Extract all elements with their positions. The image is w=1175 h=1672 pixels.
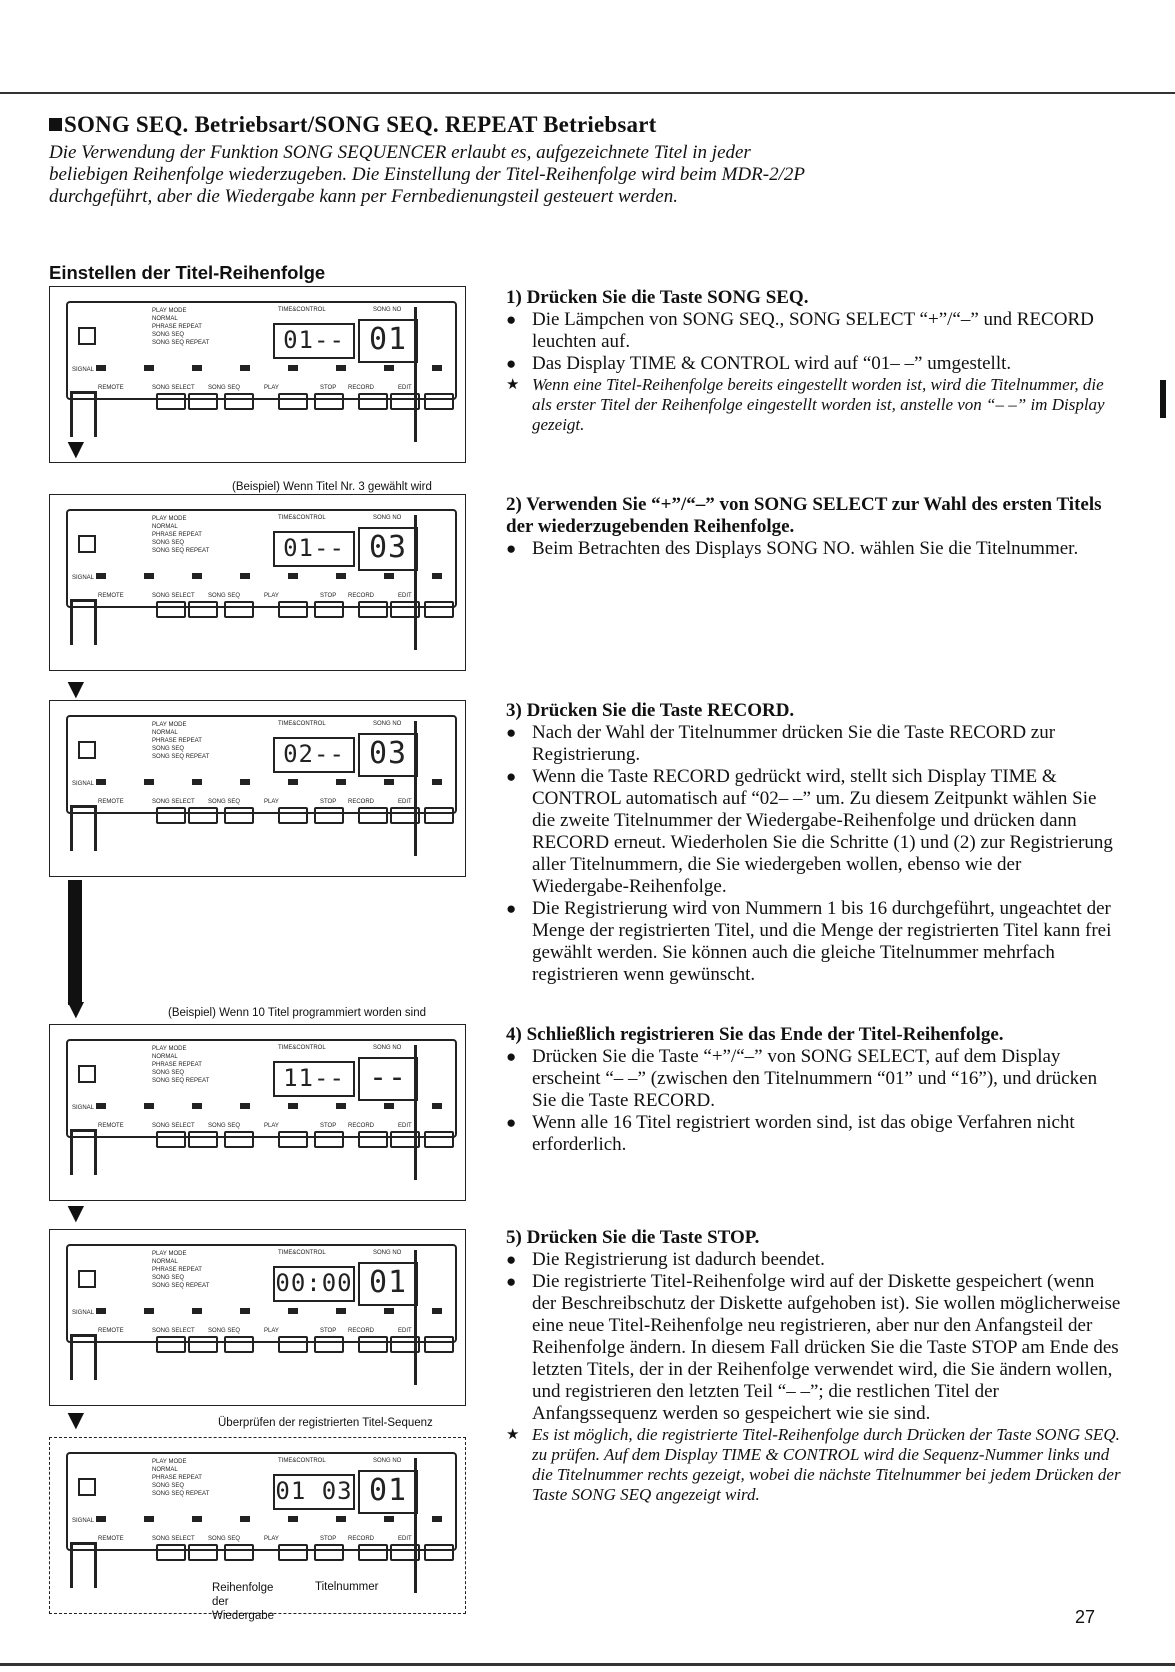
mode-normal: NORMAL [152,524,178,530]
mode-song-seq-repeat: SONG SEQ REPEAT [152,1078,210,1084]
time-control-label: TIME&CONTROL [278,721,326,727]
panel-bracket [94,1129,97,1175]
button-label-edit: EDIT [398,1328,412,1334]
song-no-display: -- [358,1057,418,1101]
button-label-edit: EDIT [398,1536,412,1542]
panel-button-icon [188,601,218,618]
play-mode-label: PLAY MODE [152,722,187,728]
mode-phrase-repeat: PHRASE REPEAT [152,1267,202,1273]
step-5-bullet-2: ● Die registrierte Titel-Reihenfolge wird auf der Diskette gespeichert (wenn der Beschreibschutz der Diskette aufgehoben ist). Sie wollen möglicherweise eine neue Titel-Reihenfolge neu registrieren, aber nur den Anfangsteil der Reihenfolge ändern. In diesem Fall drücken Sie die Taste STOP am Ende des letzten Titels, der in der Reihenfolge verwendet wird, die Sie ändern wollen, und registrieren den letzten Teil “– –”; die restlichen Titel der Anfangssequenz werden so gespeichert wie sie sind. [506,1271,1122,1425]
button-label-play: PLAY [264,593,279,599]
signal-label: SIGNAL [72,1310,95,1316]
mode-song-seq: SONG SEQ [152,1483,185,1489]
play-mode-label: PLAY MODE [152,516,187,522]
panel-button-icon [424,1544,454,1561]
time-control-display: 01-- [273,323,355,359]
button-label-song-select: SONG SELECT [152,1123,195,1129]
signal-indicator-icon [78,1065,96,1083]
remote-label: REMOTE [98,593,124,599]
song-no-label: SONG NO [373,1458,402,1464]
caption-title-number: Titelnummer [315,1581,379,1593]
panel-button-icon [314,1544,344,1561]
panel-bracket [70,1542,73,1588]
caption-check-sequence: Überprüfen der registrierten Titel-Sequenz [218,1417,433,1429]
mode-phrase-repeat: PHRASE REPEAT [152,324,202,330]
panel-button-icon [188,1131,218,1148]
mode-song-seq-repeat: SONG SEQ REPEAT [152,1283,210,1289]
play-mode-list [152,721,209,761]
step-4-bullet-1: ● Drücken Sie die Taste “+”/“–” von SONG SELECT, auf dem Display erscheint “– –” (zwischen den Titelnummern “01” und “16”), und drücken Sie die Taste RECORD. [506,1046,1122,1112]
song-no-label: SONG NO [373,307,402,313]
panel-bracket [94,1542,97,1588]
panel-button-icon [278,393,308,410]
caption-example-1: (Beispiel) Wenn Titel Nr. 3 gewählt wird [232,481,432,493]
panel-bracket [94,599,97,645]
time-control-display: 00:00 [273,1266,355,1302]
control-panel-illustration [49,1024,466,1201]
panel-button-icon [224,393,254,410]
panel-bracket [70,391,96,394]
time-control-display: 01-- [273,531,355,567]
mode-normal: NORMAL [152,1259,178,1265]
signal-label: SIGNAL [72,367,95,373]
control-panel-illustration [49,700,466,877]
song-no-display: 01 [358,1262,418,1306]
caption-example-2: (Beispiel) Wenn 10 Titel programmiert worden sind [168,1007,427,1019]
panel-button-icon [156,1131,186,1148]
panel-frame [66,715,457,814]
panel-frame [66,1452,457,1551]
down-arrow-icon: ▼ [62,994,90,1025]
remote-label: REMOTE [98,1328,124,1334]
button-label-edit: EDIT [398,385,412,391]
button-label-song-select: SONG SELECT [152,1328,195,1334]
indicator-leds [96,1516,446,1522]
control-panel-illustration [49,494,466,671]
mode-song-seq: SONG SEQ [152,1275,185,1281]
step-3-heading: 3) Drücken Sie die Taste RECORD. [506,700,795,721]
panel-bracket [94,1334,97,1380]
signal-indicator-icon [78,741,96,759]
section-subheading: Einstellen der Titel-Reihenfolge [49,262,326,283]
panel-bracket [94,805,97,851]
panel-button-icon [278,601,308,618]
panel-button-icon [314,807,344,824]
step-4 [506,1024,1122,1156]
panel-bracket [70,1334,73,1380]
indicator-leds [96,779,446,785]
panel-button-icon [358,807,388,824]
panel-frame [66,301,457,400]
play-mode-list [152,515,209,555]
time-control-label: TIME&CONTROL [278,515,326,521]
down-arrow-icon: ▼ [62,1198,90,1229]
panel-button-icon [188,807,218,824]
panel-bracket [70,599,96,602]
panel-button-icon [278,807,308,824]
control-panel-illustration [49,1229,466,1406]
panel-button-icon [314,1131,344,1148]
step-1-note: ★ Wenn eine Titel-Reihenfolge bereits eingestellt worden ist, wird die Titelnummer, die als erster Titel der Reihenfolge eingestellt worden ist, anstelle von “– –” im Display gezeigt. [506,375,1122,435]
panel-bracket [70,805,96,808]
button-label-edit: EDIT [398,799,412,805]
step-5-note: ★ Es ist möglich, die registrierte Titel-Reihenfolge durch Drücken der Taste SONG SEQ. zu prüfen. Auf dem Display TIME & CONTROL wird die Sequenz-Nummer links und die Titelnummer rechts gezeigt, wobei die nächste Titelnummer bei jedem Drücken der Taste SONG SEQ angezeigt wird. [506,1425,1122,1505]
button-label-song-seq-btn: SONG SEQ [208,799,241,805]
play-mode-label: PLAY MODE [152,308,187,314]
panel-button-icon [358,1544,388,1561]
panel-side-bar [414,1250,417,1385]
mode-normal: NORMAL [152,1467,178,1473]
step-3 [506,700,1122,986]
song-no-display: 01 [358,319,418,363]
step-1-heading: 1) Drücken Sie die Taste SONG SEQ. [506,287,809,308]
intro-paragraph: Die Verwendung der Funktion SONG SEQUENCER erlaubt es, aufgezeichnete Titel in jeder beliebigen Reihenfolge wiederzugeben. Die Einstellung der Titel-Reihenfolge wird beim MDR-2/2P durchgeführt, aber die Wiedergabe kann per Fernbedienungsteil gesteuert werden. [49,142,805,207]
panel-side-bar [414,1045,417,1180]
panel-side-bar [414,1458,417,1593]
indicator-leds [96,573,446,579]
time-control-label: TIME&CONTROL [278,1250,326,1256]
page-title-text: SONG SEQ. Betriebsart/SONG SEQ. REPEAT Betriebsart [64,112,657,137]
mode-song-seq: SONG SEQ [152,332,185,338]
signal-indicator-icon [78,1270,96,1288]
mode-song-seq-repeat: SONG SEQ REPEAT [152,340,210,346]
step-4-bullet-2: ● Wenn alle 16 Titel registriert worden sind, ist das obige Verfahren nicht erforderlich. [506,1112,1122,1156]
page-title [49,112,656,138]
step-5-heading: 5) Drücken Sie die Taste STOP. [506,1227,760,1248]
panel-button-icon [224,1544,254,1561]
indicator-leds [96,365,446,371]
play-mode-label: PLAY MODE [152,1251,187,1257]
play-mode-list [152,1458,209,1498]
play-mode-label: PLAY MODE [152,1459,187,1465]
panel-button-icon [156,1544,186,1561]
panel-frame [66,509,457,608]
mode-normal: NORMAL [152,316,178,322]
panel-bracket [94,391,97,437]
remote-label: REMOTE [98,799,124,805]
caption-playback-order: Reihenfolge der Wiedergabe [212,1582,275,1622]
panel-button-icon [278,1131,308,1148]
panel-button-icon [314,393,344,410]
panel-button-icon [314,601,344,618]
mode-phrase-repeat: PHRASE REPEAT [152,1475,202,1481]
panel-button-icon [224,1131,254,1148]
button-label-song-seq-btn: SONG SEQ [208,1123,241,1129]
panel-frame [66,1244,457,1343]
panel-bracket [70,1542,96,1545]
panel-button-icon [314,1336,344,1353]
button-label-song-select: SONG SELECT [152,385,195,391]
button-label-song-select: SONG SELECT [152,799,195,805]
step-3-bullet-1: ● Nach der Wahl der Titelnummer drücken Sie die Taste RECORD zur Registrierung. [506,722,1122,766]
song-no-display: 01 [358,1470,418,1514]
step-3-bullet-2: ● Wenn die Taste RECORD gedrückt wird, stellt sich Display TIME & CONTROL automatisch auf “02– –” um. Zu diesem Zeitpunkt wählen Sie die zweite Titelnummer der Wiedergabe-Reihenfolge und drücken dann RECORD erneut. Wiederholen Sie die Schritte (1) und (2) zur Registrierung aller Titelnummern, die Sie wiedergeben wollen, ebenso wie der Wiedergabe-Reihenfolge. [506,766,1122,898]
mode-song-seq-repeat: SONG SEQ REPEAT [152,548,210,554]
top-rule [0,92,1175,94]
step-2-heading: 2) Verwenden Sie “+”/“–” von SONG SELECT zur Wahl des ersten Titels der wiederzugebenden Reihenfolge. [506,494,1102,537]
play-mode-list [152,1045,209,1085]
panel-button-icon [224,807,254,824]
mode-song-seq-repeat: SONG SEQ REPEAT [152,754,210,760]
button-label-song-select: SONG SELECT [152,593,195,599]
margin-mark [1160,380,1166,418]
step-2-bullet-1: ● Beim Betrachten des Displays SONG NO. wählen Sie die Titelnummer. [506,538,1122,560]
panel-bracket [70,1129,96,1132]
square-bullet-icon [49,118,62,131]
time-control-label: TIME&CONTROL [278,307,326,313]
panel-button-icon [188,393,218,410]
step-4-heading: 4) Schließlich registrieren Sie das Ende der Titel-Reihenfolge. [506,1024,1004,1045]
panel-button-icon [188,1544,218,1561]
mode-song-seq: SONG SEQ [152,1070,185,1076]
button-label-edit: EDIT [398,593,412,599]
step-1 [506,287,1122,435]
button-label-record: RECORD [348,1536,375,1542]
play-mode-label: PLAY MODE [152,1046,187,1052]
mode-song-seq-repeat: SONG SEQ REPEAT [152,1491,210,1497]
signal-label: SIGNAL [72,1105,95,1111]
signal-label: SIGNAL [72,1518,95,1524]
down-arrow-icon: ▼ [62,674,90,705]
panel-button-icon [358,601,388,618]
mode-normal: NORMAL [152,730,178,736]
panel-bracket [70,599,73,645]
button-label-edit: EDIT [398,1123,412,1129]
song-no-label: SONG NO [373,721,402,727]
mode-song-seq: SONG SEQ [152,746,185,752]
button-label-song-select: SONG SELECT [152,1536,195,1542]
panel-button-icon [358,1336,388,1353]
time-control-label: TIME&CONTROL [278,1458,326,1464]
step-1-bullet-2: ● Das Display TIME & CONTROL wird auf “01– –” umgestellt. [506,353,1122,375]
button-label-play: PLAY [264,1328,279,1334]
button-label-record: RECORD [348,385,375,391]
panel-bracket [70,805,73,851]
time-control-display: 11-- [273,1061,355,1097]
button-label-record: RECORD [348,1123,375,1129]
panel-button-icon [424,601,454,618]
button-label-song-seq-btn: SONG SEQ [208,385,241,391]
panel-bracket [70,1334,96,1337]
step-5 [506,1227,1122,1505]
button-label-song-seq-btn: SONG SEQ [208,1328,241,1334]
step-1-bullet-1: ● Die Lämpchen von SONG SEQ., SONG SELECT “+”/“–” und RECORD leuchten auf. [506,309,1122,353]
time-control-label: TIME&CONTROL [278,1045,326,1051]
down-arrow-icon: ▼ [62,434,90,465]
panel-button-icon [424,393,454,410]
button-label-play: PLAY [264,385,279,391]
panel-side-bar [414,515,417,650]
panel-bracket [70,391,73,437]
step-5-bullet-1: ● Die Registrierung ist dadurch beendet. [506,1249,1122,1271]
button-label-song-seq-btn: SONG SEQ [208,1536,241,1542]
continuation-bar [68,880,82,1005]
panel-button-icon [358,393,388,410]
panel-button-icon [224,601,254,618]
signal-indicator-icon [78,535,96,553]
panel-frame [66,1039,457,1138]
song-no-label: SONG NO [373,1045,402,1051]
step-2 [506,494,1122,560]
indicator-leds [96,1103,446,1109]
time-control-display: 01 03 [273,1474,355,1510]
song-no-display: 03 [358,527,418,571]
signal-indicator-icon [78,1478,96,1496]
panel-button-icon [278,1336,308,1353]
mode-song-seq: SONG SEQ [152,540,185,546]
signal-indicator-icon [78,327,96,345]
mode-phrase-repeat: PHRASE REPEAT [152,532,202,538]
panel-side-bar [414,307,417,442]
button-label-stop: STOP [320,1328,337,1334]
bottom-rule [0,1663,1175,1666]
mode-phrase-repeat: PHRASE REPEAT [152,1062,202,1068]
panel-bracket [70,1129,73,1175]
mode-phrase-repeat: PHRASE REPEAT [152,738,202,744]
signal-label: SIGNAL [72,781,95,787]
panel-button-icon [358,1131,388,1148]
button-label-song-seq-btn: SONG SEQ [208,593,241,599]
panel-button-icon [424,1131,454,1148]
mode-normal: NORMAL [152,1054,178,1060]
panel-button-icon [278,1544,308,1561]
panel-side-bar [414,721,417,856]
remote-label: REMOTE [98,1123,124,1129]
song-no-display: 03 [358,733,418,777]
button-label-play: PLAY [264,1123,279,1129]
song-no-label: SONG NO [373,515,402,521]
panel-button-icon [224,1336,254,1353]
panel-button-icon [188,1336,218,1353]
remote-label: REMOTE [98,1536,124,1542]
button-label-stop: STOP [320,593,337,599]
step-3-bullet-3: ● Die Registrierung wird von Nummern 1 bis 16 durchgeführt, ungeachtet der Menge der registrierten Titel, und die Menge der registrierten Titel kann frei gewählt werden. Sie können auch die gleiche Titelnummer mehrfach registrieren wenn gewünscht. [506,898,1122,986]
button-label-play: PLAY [264,1536,279,1542]
down-arrow-icon: ▼ [62,1405,90,1436]
button-label-record: RECORD [348,799,375,805]
panel-button-icon [156,1336,186,1353]
button-label-play: PLAY [264,799,279,805]
control-panel-illustration [49,286,466,463]
panel-button-icon [156,807,186,824]
song-no-label: SONG NO [373,1250,402,1256]
button-label-record: RECORD [348,1328,375,1334]
panel-button-icon [156,393,186,410]
button-label-stop: STOP [320,1123,337,1129]
button-label-stop: STOP [320,799,337,805]
panel-button-icon [424,1336,454,1353]
panel-button-icon [156,601,186,618]
button-label-stop: STOP [320,385,337,391]
button-label-stop: STOP [320,1536,337,1542]
page-number: 27 [1075,1607,1096,1627]
panel-button-icon [424,807,454,824]
play-mode-list [152,1250,209,1290]
time-control-display: 02-- [273,737,355,773]
play-mode-list [152,307,209,347]
indicator-leds [96,1308,446,1314]
button-label-record: RECORD [348,593,375,599]
signal-label: SIGNAL [72,575,95,581]
remote-label: REMOTE [98,385,124,391]
